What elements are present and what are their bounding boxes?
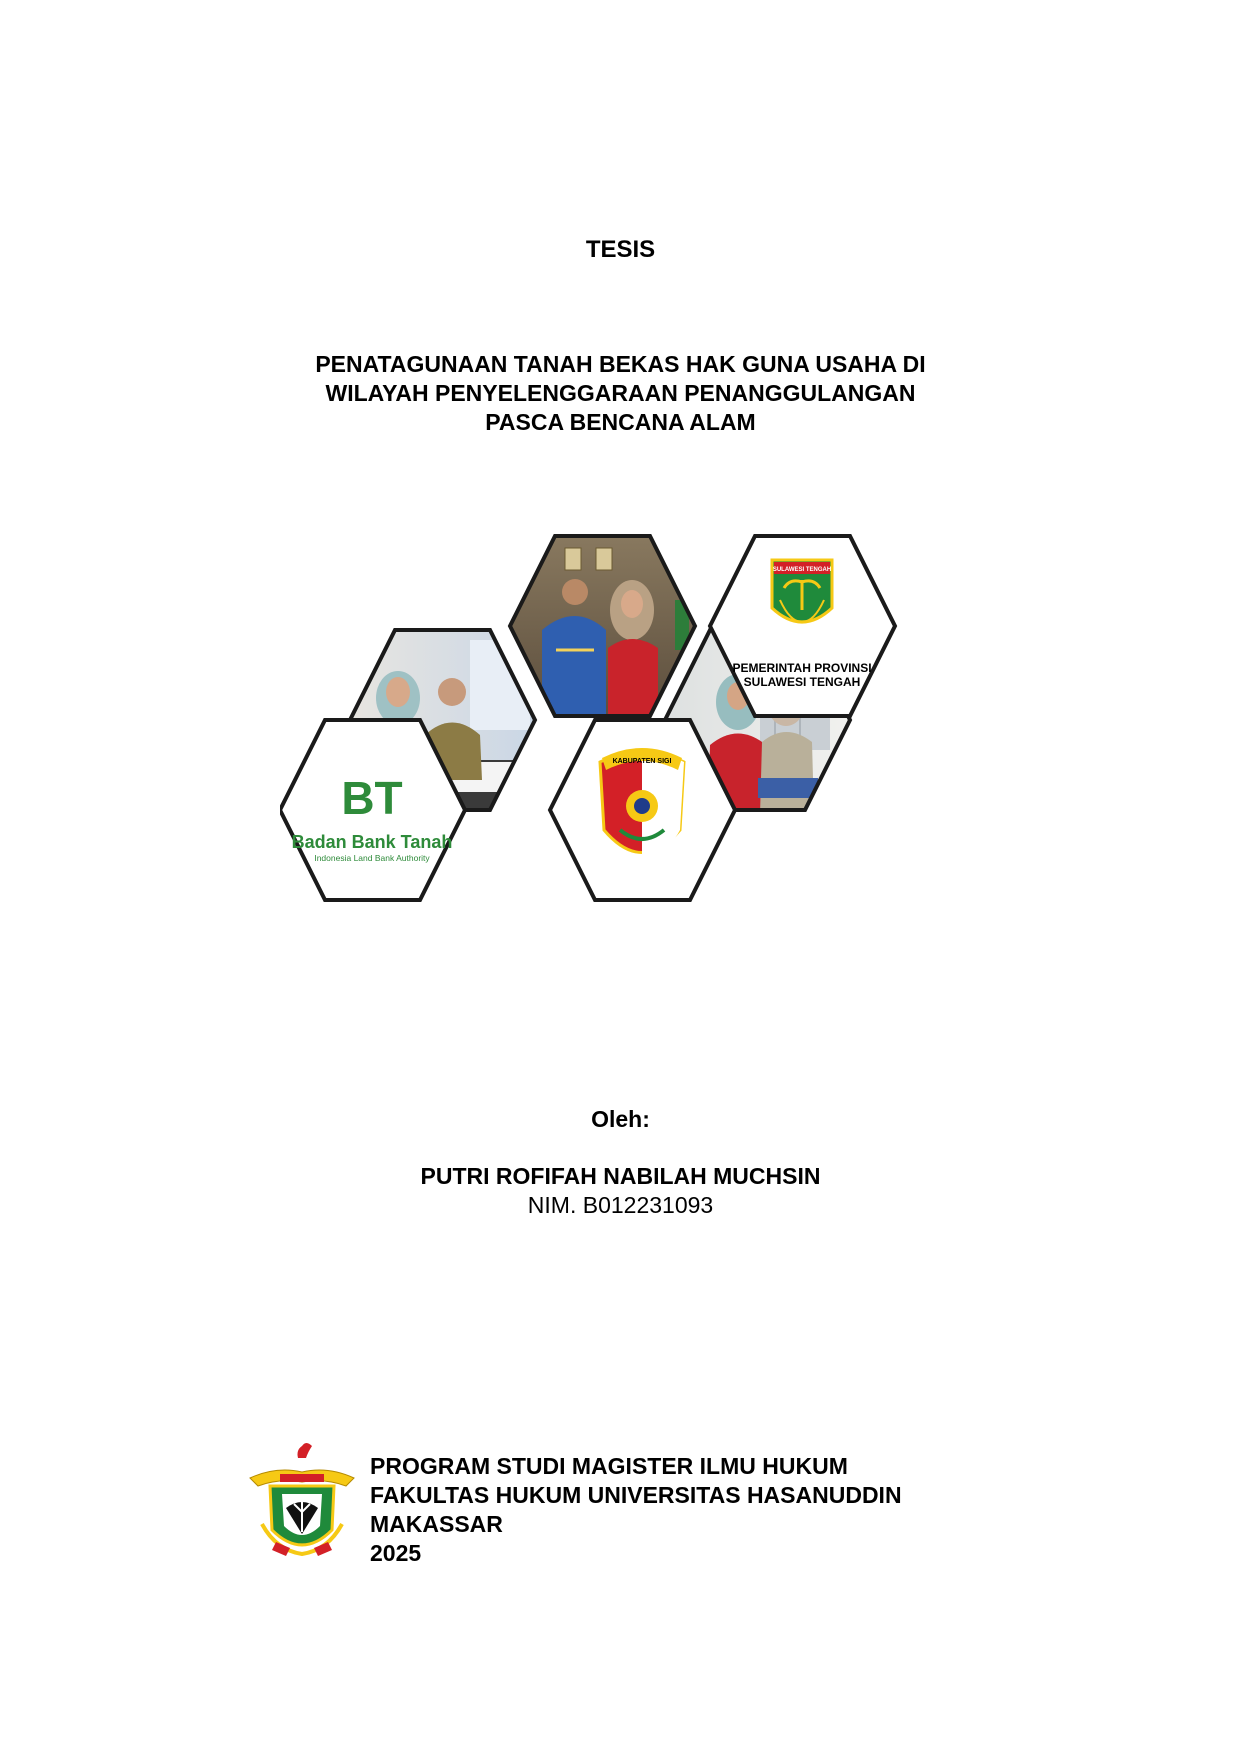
province-caption-line-2: SULAWESI TENGAH [743,675,861,689]
bank-logo-mark: BT [341,772,403,824]
hexagon-collage [280,530,980,1020]
author-name: PUTRI ROFIFAH NABILAH MUCHSIN [420,1163,821,1189]
institution-line-3: MAKASSAR [370,1511,503,1537]
title-line-3: PASCA BENCANA ALAM [485,409,756,435]
province-caption-line-1: PEMERINTAH PROVINSI [732,661,872,675]
student-id: NIM. B012231093 [527,1192,714,1218]
photo-hexagon-middle [505,530,705,720]
hasanuddin-university-emblem-icon [246,1438,358,1562]
title-line-1: PENATAGUNAAN TANAH BEKAS HAK GUNA USAHA DI [315,351,926,377]
bank-logo-subtitle: Indonesia Land Bank Authority [314,853,430,863]
bank-logo-name: Badan Bank Tanah [291,832,453,852]
regency-logo-banner: KABUPATEN SIGI [612,758,672,765]
institution-line-4: 2025 [370,1540,422,1566]
thesis-title [0,350,1241,437]
title-line-2: WILAYAH PENYELENGGARAAN PENANGGULANGAN [325,380,916,406]
institution-line-2: FAKULTAS HUKUM UNIVERSITAS HASANUDDIN [370,1482,902,1508]
institution-line-1: PROGRAM STUDI MAGISTER ILMU HUKUM [370,1453,848,1479]
province-logo-banner: SULAWESI TENGAH [772,567,832,573]
central-sulawesi-coat-of-arms-icon [772,560,832,622]
institution-block [370,1452,902,1568]
document-type: TESIS [585,236,656,263]
by-label: Oleh: [591,1106,650,1132]
